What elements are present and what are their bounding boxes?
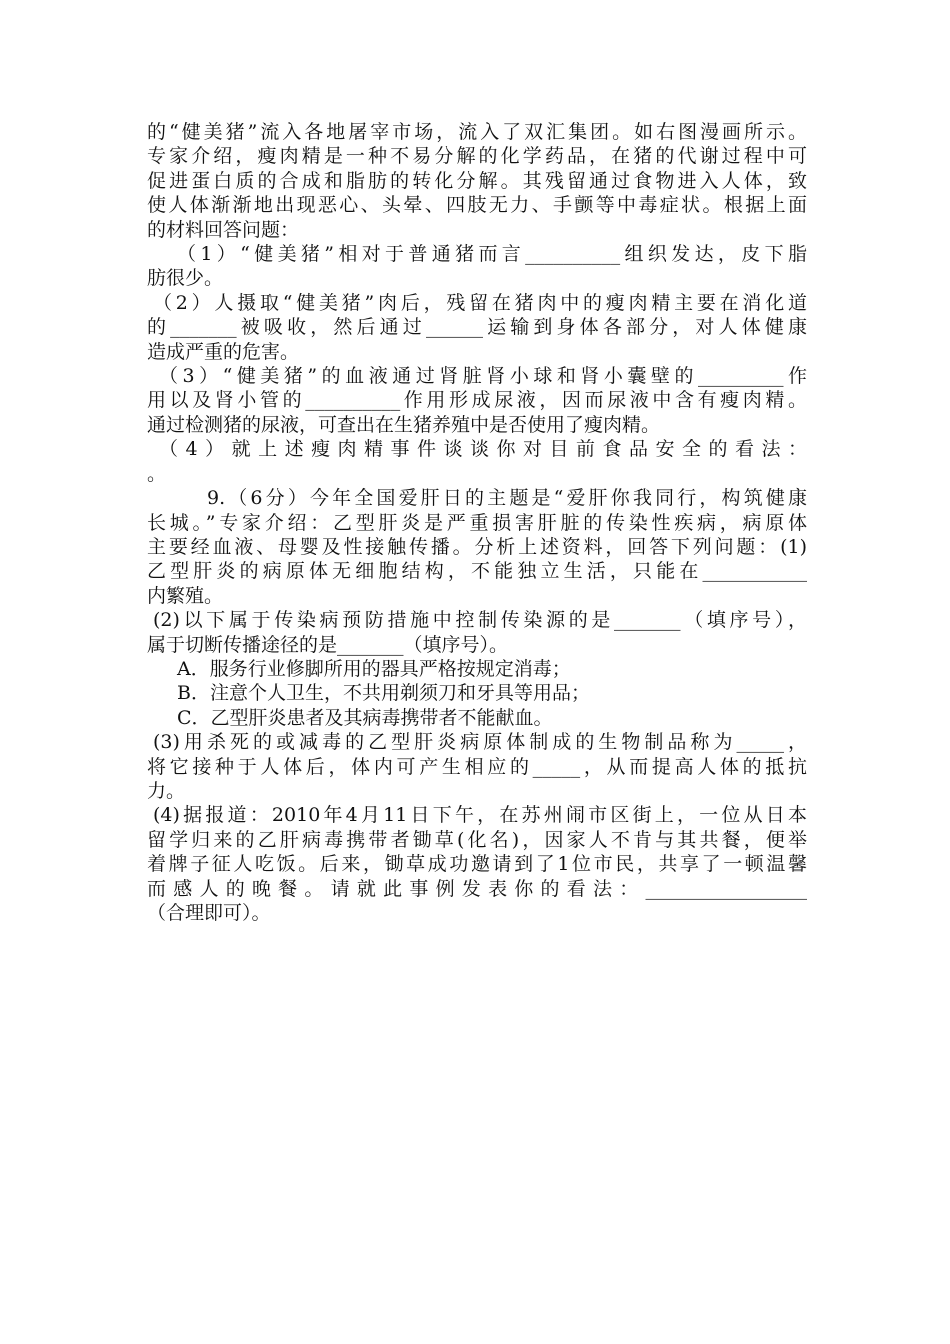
text-line: 长城。”专家介绍：乙型肝炎是严重损害肝脏的传染性疾病，病原体 [147,511,807,534]
question-9-4: (4)据报道：2010年4月11日下午，在苏州闹市区街上，一位从日本 [153,804,807,827]
text-line: 力。 [147,779,186,802]
question-1: （1）“健美猪”相对于普通猪而言__________组织发达，皮下脂 [177,243,807,266]
question-2: （2）人摄取“健美猪”肉后，残留在猪肉中的瘦肉精主要在消化道 [153,291,807,314]
text-line: 着牌子征人吃饭。后来，锄草成功邀请到了1位市民，共享了一顿温馨 [147,853,807,876]
text-line: 乙型肝炎的病原体无细胞结构，不能独立生活，只能在___________ [147,560,807,583]
text-line: 属于切断传播途径的是_______（填序号）。 [147,633,509,656]
text-line: 肪很少。 [147,267,224,290]
text-line: 。 [147,462,167,485]
text-line: 用以及肾小管的__________作用形成尿液，因而尿液中含有瘦肉精。 [147,389,807,412]
option-a: A．服务行业修脚所用的器具严格按规定消毒； [177,657,571,680]
text-line: 将它接种于人体后，体内可产生相应的_____，从而提高人体的抵抗 [147,755,807,778]
text-line: 专家介绍，瘦肉精是一种不易分解的化学药品，在猪的代谢过程中可 [147,145,807,168]
text-line: 的“健美猪”流入各地屠宰市场，流入了双汇集团。如右图漫画所示。 [147,121,807,143]
text-line: 留学归来的乙肝病毒携带者锄草(化名)，因家人不肯与其共餐，便举 [147,828,807,851]
question-9-2: (2)以下属于传染病预防措施中控制传染源的是_______（填序号）， [153,609,807,632]
text-line: （合理即可）。 [147,902,271,924]
question-9-heading: 9.（6分）今年全国爱肝日的主题是“爱肝你我同行，构筑健康 [207,487,807,510]
option-c: C．乙型肝炎患者及其病毒携带者不能献血。 [177,706,553,729]
option-b: B．注意个人卫生，不共用剃须刀和牙具等用品； [177,682,590,705]
text-line: 造成严重的危害。 [147,340,300,363]
text-line: 的_______被吸收，然后通过______运输到身体各部分，对人体健康 [147,316,807,339]
text-line: 使人体渐渐地出现恶心、头晕、四肢无力、手颤等中毒症状。根据上面 [147,194,807,217]
text-line: 内繁殖。 [147,584,224,607]
text-line: 的材料回答问题： [147,218,300,241]
document-page [147,120,807,925]
text-line: 促进蛋白质的合成和脂肪的转化分解。其残留通过食物进入人体，致 [147,169,807,192]
text-line: 主要经血液、母婴及性接触传播。分析上述资料，回答下列问题：(1) [147,535,807,558]
text-line: 而感人的晚餐。请就此事例发表你的看法：_________________ [147,877,807,900]
question-4: （4）就上述瘦肉精事件谈谈你对目前食品安全的看法： [159,438,807,461]
question-3: （3）“健美猪”的血液通过肾脏肾小球和肾小囊壁的_________作 [159,365,807,388]
question-9-3: (3)用杀死的或减毒的乙型肝炎病原体制成的生物制品称为_____， [153,731,807,754]
text-line: 通过检测猪的尿液，可查出在生猪养殖中是否使用了瘦肉精。 [147,413,661,436]
